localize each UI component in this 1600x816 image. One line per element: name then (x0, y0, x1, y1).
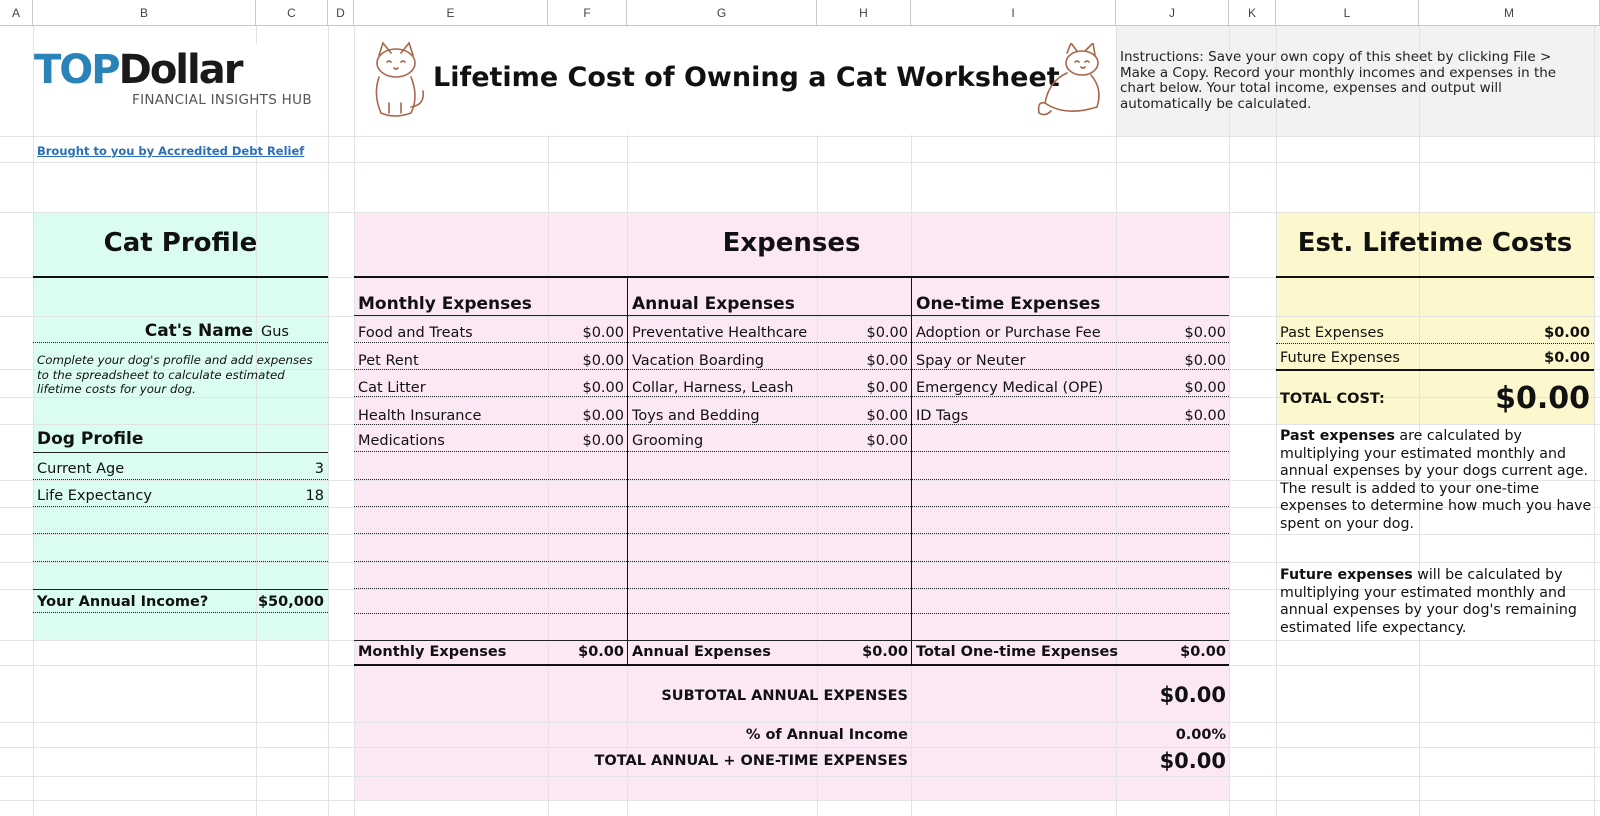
future-expenses-note (1280, 567, 1592, 637)
monthly-item-label: Medications (358, 433, 445, 449)
life-expectancy-label: Life Expectancy (37, 488, 152, 504)
col-header-c[interactable]: C (256, 0, 328, 26)
future-note-text: will be calculated by multiplying your estimated monthly and annual expenses by your dog's remaining estimated life expectancy. (1280, 567, 1577, 636)
cat-left-icon (367, 41, 429, 121)
annual-item-label: Vacation Boarding (632, 353, 764, 369)
monthly-item-value[interactable]: $0.00 (582, 325, 624, 341)
logo-dollar-text: Dollar (118, 47, 242, 93)
past-expenses-note (1280, 428, 1592, 533)
annual-income-label: Your Annual Income? (37, 594, 209, 610)
onetime-item-label: Spay or Neuter (916, 353, 1026, 369)
monthly-item-value[interactable]: $0.00 (582, 408, 624, 424)
subtotal-label: SUBTOTAL ANNUAL EXPENSES (661, 688, 908, 704)
col-header-d[interactable]: D (328, 0, 354, 26)
annual-item-label: Toys and Bedding (632, 408, 760, 424)
title-banner (355, 27, 1115, 135)
annual-total-label: Annual Expenses (632, 644, 771, 660)
monthly-item-label: Pet Rent (358, 353, 419, 369)
future-expenses-label: Future Expenses (1280, 350, 1400, 366)
col-header-k[interactable]: K (1229, 0, 1276, 26)
pct-income-value: 0.00% (1175, 727, 1226, 743)
future-expenses-value: $0.00 (1544, 350, 1590, 366)
col-header-m[interactable]: M (1419, 0, 1600, 26)
annual-item-label: Collar, Harness, Leash (632, 380, 794, 396)
total-cost-value: $0.00 (1495, 381, 1590, 416)
logo-subtitle: FINANCIAL INSIGHTS HUB (132, 92, 312, 108)
monthly-expenses-header: Monthly Expenses (358, 294, 532, 314)
annual-item-value[interactable]: $0.00 (866, 353, 908, 369)
col-header-g[interactable]: G (627, 0, 817, 26)
cat-right-icon (1037, 43, 1107, 119)
monthly-item-label: Food and Treats (358, 325, 473, 341)
onetime-item-label: Emergency Medical (OPE) (916, 380, 1104, 396)
onetime-item-label: ID Tags (916, 408, 969, 424)
current-age-value[interactable]: 3 (314, 461, 324, 477)
logo (34, 44, 328, 110)
dog-profile-heading: Dog Profile (37, 429, 144, 449)
annual-item-value[interactable]: $0.00 (866, 325, 908, 341)
future-note-bold: Future expenses (1280, 567, 1413, 583)
total-cost-label: TOTAL COST: (1280, 391, 1385, 407)
onetime-item-value[interactable]: $0.00 (1184, 380, 1226, 396)
profile-note: Complete your dog's profile and add expenses to the spreadsheet to calculate estimated lifetime costs for your dog. (37, 353, 313, 396)
logo-top-text: TOP (34, 47, 119, 93)
col-header-i[interactable]: I (911, 0, 1116, 26)
col-header-h[interactable]: H (817, 0, 911, 26)
annual-item-label: Preventative Healthcare (632, 325, 808, 341)
accredited-debt-relief-link[interactable]: Brought to you by Accredited Debt Relief (37, 144, 305, 158)
past-expenses-value: $0.00 (1544, 325, 1590, 341)
current-age-label: Current Age (37, 461, 125, 477)
monthly-item-value[interactable]: $0.00 (582, 380, 624, 396)
col-header-l[interactable]: L (1276, 0, 1419, 26)
grand-total-value: $0.00 (1159, 749, 1226, 773)
annual-item-value[interactable]: $0.00 (866, 380, 908, 396)
annual-income-value[interactable]: $50,000 (257, 594, 324, 610)
annual-item-label: Grooming (632, 433, 704, 449)
onetime-item-value[interactable]: $0.00 (1184, 353, 1226, 369)
monthly-item-label: Cat Litter (358, 380, 426, 396)
cat-profile-heading: Cat Profile (103, 228, 258, 258)
annual-item-value[interactable]: $0.00 (866, 433, 908, 449)
subtotal-value: $0.00 (1159, 683, 1226, 707)
monthly-item-label: Health Insurance (358, 408, 482, 424)
past-note-bold: Past expenses (1280, 428, 1395, 444)
pct-income-label: % of Annual Income (745, 727, 908, 743)
grand-total-label: TOTAL ANNUAL + ONE-TIME EXPENSES (594, 753, 908, 769)
onetime-item-value[interactable]: $0.00 (1184, 408, 1226, 424)
onetime-total-value: $0.00 (1180, 644, 1226, 660)
onetime-item-value[interactable]: $0.00 (1184, 325, 1226, 341)
annual-expenses-header: Annual Expenses (632, 294, 795, 314)
past-note-text: are calculated by multiplying your estimated monthly and annual expenses by your dogs current age. The result is added to your one-time expenses to determine how much you have spent on your dog. (1280, 428, 1592, 532)
onetime-total-label: Total One-time Expenses (916, 644, 1118, 660)
monthly-item-value[interactable]: $0.00 (582, 353, 624, 369)
monthly-total-value: $0.00 (578, 644, 624, 660)
column-header-bar (0, 0, 1600, 26)
lifetime-heading: Est. Lifetime Costs (1297, 228, 1573, 258)
col-header-j[interactable]: J (1116, 0, 1229, 26)
worksheet-title: Lifetime Cost of Owning a Cat Worksheet (433, 62, 1060, 93)
monthly-total-label: Monthly Expenses (358, 644, 507, 660)
past-expenses-label: Past Expenses (1280, 325, 1384, 341)
monthly-item-value[interactable]: $0.00 (582, 433, 624, 449)
onetime-expenses-header: One-time Expenses (916, 294, 1101, 314)
col-header-b[interactable]: B (33, 0, 256, 26)
expenses-heading: Expenses (722, 228, 861, 258)
annual-item-value[interactable]: $0.00 (866, 408, 908, 424)
col-header-f[interactable]: F (548, 0, 627, 26)
annual-total-value: $0.00 (862, 644, 908, 660)
onetime-item-label: Adoption or Purchase Fee (916, 325, 1101, 341)
cat-name-label: Cat's Name (144, 321, 253, 341)
life-expectancy-value[interactable]: 18 (305, 488, 324, 504)
instructions-text: Instructions: Save your own copy of this sheet by clicking File > Make a Copy. Record your monthly incomes and expenses in the chart below. Your total income, expenses and output will automatically be calculated. (1120, 49, 1557, 112)
col-header-e[interactable]: E (354, 0, 548, 26)
cat-name-value[interactable]: Gus (261, 324, 289, 340)
col-header-a[interactable]: A (0, 0, 33, 26)
